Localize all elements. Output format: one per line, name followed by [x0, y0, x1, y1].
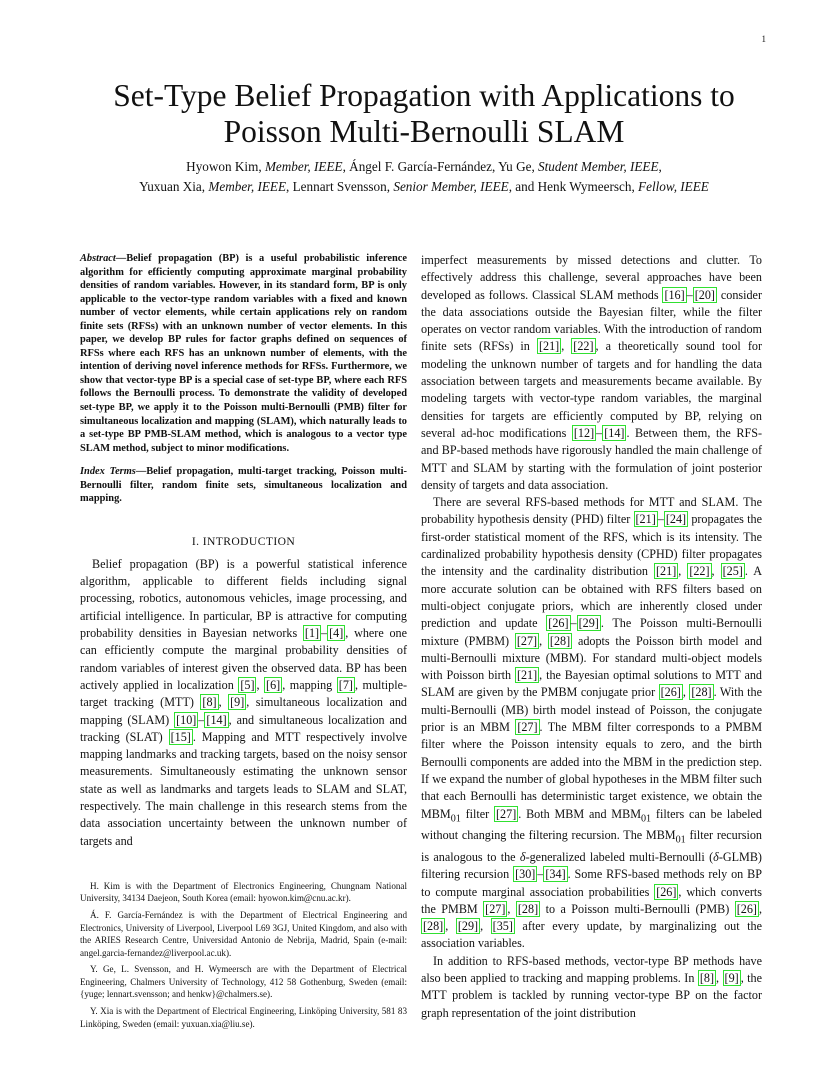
citation-link[interactable]: [10] — [176, 712, 197, 727]
text-run: – — [596, 425, 603, 440]
citation-link[interactable]: [7] — [338, 677, 353, 692]
text-run: filters can be labeled without changing the filtering recursion. The MBM — [421, 806, 762, 843]
section-heading-introduction: I. INTRODUCTION — [191, 534, 296, 548]
text-run: imperfect measurements by missed detections and clutter. To effectively address this challenge, several approaches have been developed as follows. Classical SLAM methods — [421, 253, 762, 302]
footnote-affiliation: H. Kim is with the Department of Electronics Engineering, Chungnam National University, 34134 Daejeon, South Korea (email: hyowon.kim@cnu.ac.kr). — [80, 881, 407, 904]
right-column — [421, 252, 762, 1022]
intro-paragraph-1 — [80, 556, 407, 850]
index-terms-heading: Index Terms — [80, 466, 136, 478]
citation — [571, 338, 595, 354]
citation — [543, 866, 567, 882]
text-run: . Between them, the RFS- and BP-based methods have rigorously handled the main challenge of MTT and SLAM by starting with the formulation of joint posterior density of targets and data association. — [421, 425, 763, 492]
citation-link[interactable]: [9] — [230, 695, 245, 710]
citation — [337, 677, 355, 693]
paper-title — [60, 78, 788, 150]
citation — [689, 684, 713, 700]
text-run: . The MBM filter corresponds to a PMBM filter where the Poisson intensity equals to zero, and the birth Bernoulli components are added into the MBM in the prediction step. If we expand the number of global hypotheses in the MBM filter such that each Bernoulli has deterministic target existence, we obtain the MBM — [421, 720, 762, 821]
citation-link[interactable]: [26] — [548, 616, 569, 631]
citation-link[interactable]: [26] — [656, 884, 677, 899]
subscript: 01 — [450, 812, 461, 824]
author-membership: Member, IEEE — [208, 179, 287, 194]
text-run: , — [480, 919, 491, 934]
text-run: , the Bayesian optimal solutions to MTT and SLAM are given by the PMBM conjugate prior — [421, 668, 763, 700]
citation — [723, 970, 741, 986]
footnotes — [80, 880, 407, 1034]
text-run: , mapping — [282, 677, 337, 692]
title-line-2: Poisson Multi-Bernoulli SLAM — [223, 114, 625, 149]
text-run: , — [711, 564, 721, 579]
citation — [515, 719, 539, 735]
author-line-1 — [70, 157, 778, 177]
citation — [483, 901, 507, 917]
citation — [515, 633, 539, 649]
citation — [577, 615, 601, 631]
text-run: – — [570, 616, 577, 631]
citation — [687, 563, 711, 579]
text-run: , — [716, 971, 723, 986]
text-run: . With the multi-Bernoulli (MB) birth model instead of Poisson, the conjugate prior is an MBM — [421, 685, 762, 735]
citation — [238, 677, 256, 693]
citation — [654, 563, 678, 579]
text-run: filter recursion is analogous to the — [421, 828, 762, 864]
text-run: after every update, by marginalizing out the association variables. — [421, 919, 762, 951]
arxiv-stamp — [8, 150, 68, 790]
text-run: , — [682, 685, 690, 700]
citation-link[interactable]: [21] — [516, 668, 538, 683]
citation — [228, 694, 246, 710]
citation — [456, 918, 480, 934]
citation-link[interactable]: [26] — [660, 685, 681, 700]
text-run: – — [657, 512, 664, 527]
text-run: , Ángel F. García-Fernández, Yu Ge, — [342, 159, 539, 174]
citation-link[interactable]: [20] — [694, 287, 715, 302]
text-run: . The Poisson multi-Bernoulli mixture (PMBM) — [421, 616, 762, 648]
text-run: – — [537, 867, 544, 882]
author-membership: Fellow, IEEE — [638, 179, 709, 194]
abstract — [80, 252, 407, 455]
citation-link[interactable]: [8] — [202, 695, 217, 710]
citation — [698, 970, 716, 986]
citation — [515, 667, 539, 683]
citation-link[interactable]: [21] — [538, 339, 560, 354]
text-run: , — [758, 901, 762, 916]
text-run: , and simultaneous localization and tracking (SLAT) — [80, 712, 408, 744]
footnote-affiliation: Y. Xia is with the Department of Electrical Engineering, Linköping University, 581 83 Linköping, Sweden (email: yuxuan.xia@liu.se). — [80, 1006, 407, 1029]
math-symbol: δ — [519, 849, 526, 864]
citation-link[interactable]: [9] — [724, 971, 739, 986]
author-membership: Senior Member, IEEE — [393, 179, 509, 194]
text-run: , a theoretically sound tool for modeling the unknown number of targets and for handling the data association between targets and measurements became available. By modeling targets with vector-type random variables, the marginal densities for targets are efficiently computed by BP, relying on several ad-hoc modifications — [421, 339, 762, 440]
text-run: , — [539, 633, 548, 648]
author-line-2 — [70, 177, 778, 197]
text-run: , — [445, 919, 456, 934]
text-run: filter — [460, 806, 495, 821]
text-run: , and Henk Wymeersch, — [508, 179, 639, 194]
citation-link[interactable]: [12] — [573, 425, 595, 440]
text-run: In addition to RFS-based methods, vector-type BP methods have also been applied to tracking and mapping problems. In — [421, 953, 762, 986]
citation-link[interactable]: [16] — [664, 287, 685, 302]
text-run: consider the data associations outside the Bayesian filter, while the filter operates on vector random variables. With the introduction of random finite sets (RFSs) in — [421, 287, 762, 354]
title-line-1: Set-Type Belief Propagation with Applications to — [113, 78, 735, 113]
citation — [421, 918, 445, 934]
text-run: , Lennart Svensson, — [286, 179, 394, 194]
citation-link[interactable]: [15] — [170, 729, 191, 744]
left-column — [80, 252, 407, 850]
text-run: . A more accurate solution can be obtained with RFS filters based on multi-object conjugate priors, which are inherently closed under prediction and update — [421, 564, 762, 631]
citation — [659, 684, 683, 700]
subscript: 01 — [675, 834, 686, 846]
citation — [662, 287, 686, 303]
index-terms-text: —Belief propagation, multi-target tracking, Poisson multi-Bernoulli filter, random finite sets, simultaneous localization and mapping. — [80, 466, 407, 505]
citation — [721, 563, 745, 579]
text-run: , — [256, 677, 265, 692]
text-run: , where one can efficiently compute the marginal probability densities of random variables of interest given the observed data. BP has been actively applied in localization — [80, 626, 407, 692]
text-run: adopts the Poisson birth model and multi-Bernoulli mixture (MBM). For standard multi-object models with Poisson birth — [421, 633, 762, 683]
citation-link[interactable]: [5] — [240, 677, 255, 692]
abstract-heading: Abstract — [80, 253, 116, 264]
citation — [303, 625, 321, 641]
citation-link[interactable]: [6] — [266, 677, 281, 692]
citation — [572, 425, 596, 441]
citation-link[interactable]: [28] — [691, 685, 712, 700]
citation — [327, 625, 345, 641]
intro-paragraph-rfs-methods — [421, 494, 762, 953]
abstract-text: —Belief propagation (BP) is a useful probabilistic inference algorithm for efficiently computing approximate marginal probability densities of random variables. However, in its standard form, BP is only applicable to the vector-type random variables with a fixed and known number of vector elements, while certain applications rely on random finite sets (RFSs) with an unknown number of vector elements. In this paper, we develop BP rules for factor graphs defined on sequences of RFSs where each RFS has an unknown number of elements, with the intention of deriving novel inference methods for RFSs. Furthermore, we show that vector-type BP is a special case of set-type BP, where each RFS follows the Bernoulli process. To demonstrate the validity of developed set-type BP, we apply it to the Poisson multi-Bernoulli (PMB) filter for simultaneous localization and mapping (SLAM), which naturally leads to a set-type BP PMB-SLAM method, which is analogous to a vector type SLAM method, subject to minor modifications. — [80, 253, 407, 454]
text-run: , which converts the PMBM — [421, 884, 763, 916]
text-run: , — [507, 901, 516, 916]
citation-link[interactable]: [25] — [722, 564, 743, 579]
citation — [537, 338, 561, 354]
index-terms — [80, 465, 407, 506]
citation — [491, 918, 515, 934]
text-run: There are several RFS-based methods for MTT and SLAM. The probability hypothesis density (PHD) filter — [421, 495, 762, 527]
footnote-affiliation: Y. Ge, L. Svensson, and H. Wymeersch are with the Department of Electrical Engineering, Chalmers University of Technology, 412 58 Gothenburg, Sweden (email: {yuge; lennart.svensson; and henkw}@chalmers.se). — [80, 964, 407, 1000]
text-run: , simultaneous localization and mapping (SLAM) — [80, 695, 408, 727]
text-run: , — [561, 339, 572, 354]
citation — [516, 901, 540, 917]
intro-paragraph-continued — [421, 252, 762, 494]
citation-link[interactable]: [28] — [517, 901, 539, 916]
citation — [174, 712, 198, 728]
citation-link[interactable]: [8] — [699, 971, 715, 986]
citation-link[interactable]: [14] — [206, 712, 227, 727]
text-run: , — [678, 564, 688, 579]
citation-link[interactable]: [24] — [665, 512, 687, 527]
citation-link[interactable]: [21] — [635, 512, 656, 527]
text-run: , the MTT problem is tackled by running vector-type BP on the factor graph representation of the joint distribution — [421, 971, 763, 1020]
citation — [693, 287, 717, 303]
text-run: Yuxuan Xia, — [139, 179, 209, 194]
citation-link[interactable]: [29] — [457, 919, 479, 934]
citation-link[interactable]: [22] — [573, 339, 594, 354]
text-run: -generalized labeled multi-Bernoulli ( — [525, 849, 714, 864]
citation — [204, 712, 228, 728]
citation-link[interactable]: [26] — [736, 901, 757, 916]
text-run: , — [658, 159, 662, 174]
text-run: – — [198, 712, 205, 727]
subscript: 01 — [641, 812, 652, 824]
citation-link[interactable]: [27] — [496, 806, 517, 821]
citation-link[interactable]: [21] — [656, 564, 677, 579]
text-run: Hyowon Kim, — [186, 159, 265, 174]
author-membership: Student Member, IEEE — [538, 159, 659, 174]
citation-link[interactable]: [35] — [492, 919, 513, 934]
math-symbol: δ — [713, 849, 719, 864]
intro-paragraph-vector-bp — [421, 953, 762, 1022]
citation — [654, 884, 678, 900]
citation — [634, 511, 658, 527]
citation-link[interactable]: [14] — [604, 425, 625, 440]
citation — [735, 901, 759, 917]
citation-link[interactable]: [27] — [516, 633, 538, 648]
citation — [546, 615, 570, 631]
citation-link[interactable]: [28] — [549, 633, 571, 648]
citation-link[interactable]: [34] — [545, 867, 566, 882]
citation-link[interactable]: [27] — [485, 901, 506, 916]
citation — [494, 806, 518, 822]
page-number: 1 — [761, 34, 766, 44]
text-run: – — [321, 626, 328, 641]
citation — [548, 633, 572, 649]
author-membership: Member, IEEE — [264, 159, 343, 174]
citation — [264, 677, 282, 693]
citation-link[interactable]: [29] — [578, 616, 599, 631]
citation — [602, 425, 626, 441]
citation — [169, 729, 193, 745]
citation-link[interactable]: [30] — [515, 867, 536, 882]
text-run: , — [218, 695, 229, 710]
text-run: – — [686, 287, 693, 302]
text-run: . Both MBM and MBM — [518, 806, 641, 821]
citation-link[interactable]: [4] — [329, 626, 344, 641]
text-run: . Some RFS-based methods rely on BP to compute marginal association probabilities — [421, 867, 762, 899]
footnote-affiliation: Á. F. García-Fernández is with the Department of Electrical Engineering and Electronics, University of Liverpool, Liverpool L69 3GJ, United Kingdom, and also with the ARIES Research Centre, Universidad Antonio de Nebrija, Madrid, Spain (e-mail: angel.garcia-fernandez@liverpool.ac.uk). — [80, 910, 407, 958]
citation — [200, 694, 218, 710]
citation-link[interactable]: [1] — [304, 626, 320, 641]
citation-link[interactable]: [27] — [517, 720, 538, 735]
text-run: Belief propagation (BP) is a powerful statistical inference algorithm, applicable to different fields including signal processing, robotics, autonomous vehicles, image processing, and artificial intelligence. In particular, BP is attractive for computing probability densities in Bayesian networks — [80, 556, 407, 641]
citation-link[interactable]: [28] — [423, 919, 444, 934]
text-run: , multiple-target tracking (MTT) — [80, 677, 408, 710]
text-run: to a Poisson multi-Bernoulli (PMB) — [540, 901, 735, 916]
citation-link[interactable]: [22] — [689, 564, 710, 579]
text-run: propagates the first-order statistical moment of the RFS, which is its intensity. The cardinalized probability hypothesis density (CPHD) filter propagates the intensity and the cardinality distribution — [421, 512, 762, 579]
author-list — [70, 157, 778, 197]
citation — [664, 511, 688, 527]
text-run: -GLMB) filtering recursion — [421, 849, 762, 882]
text-run: . Mapping and MTT respectively involve mapping landmarks and tracking targets, based on the noisy sensor measurements. Simultaneously estimating the unknown sensor state as well as landmarks and targets leads to SLAM and SLAT, respectively. The main challenge in this research stems from the data association uncertainty between the unknown number of targets and — [80, 729, 407, 848]
citation — [513, 866, 537, 882]
